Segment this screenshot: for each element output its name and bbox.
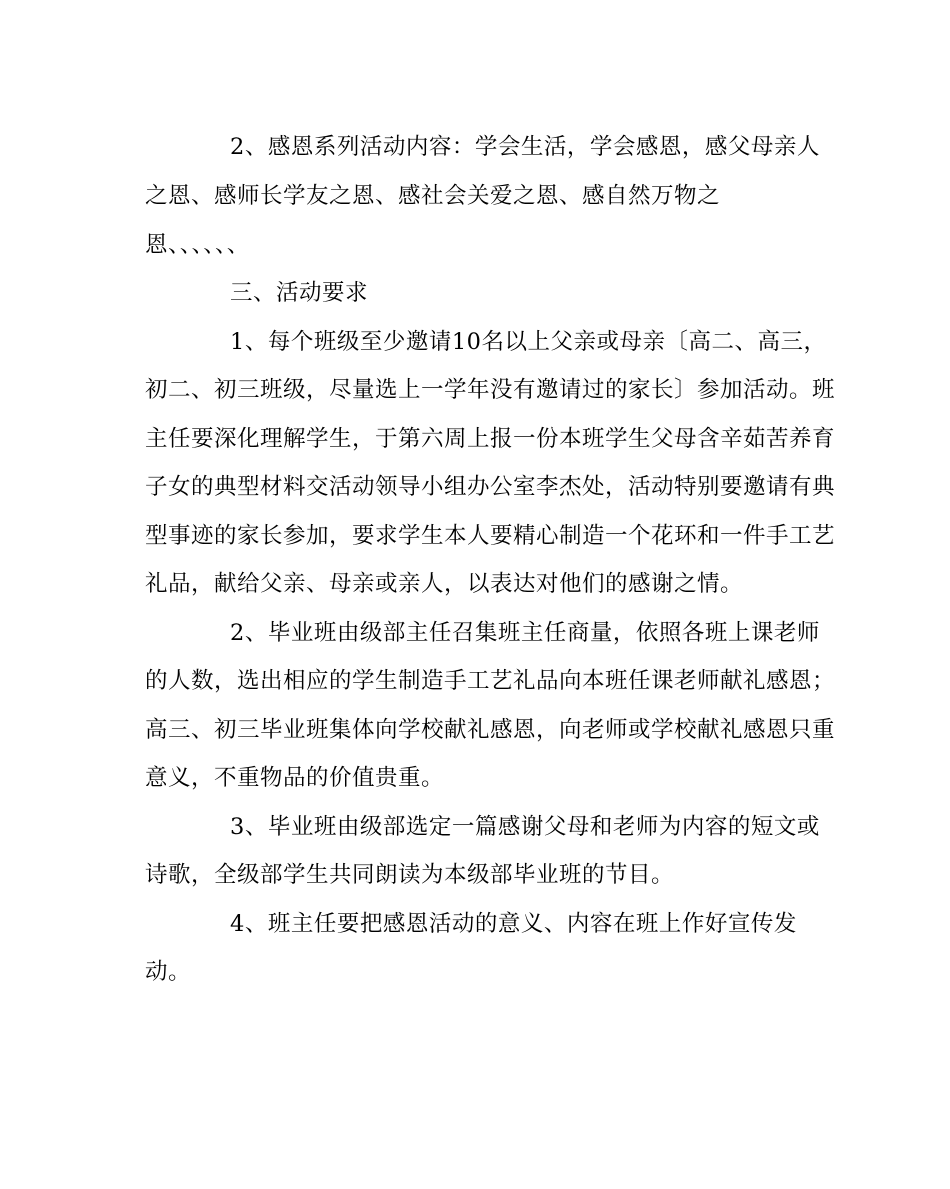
section-heading: 三、活动要求 <box>230 280 369 306</box>
paragraph-line: 初二、初三班级，尽量选上一学年没有邀请过的家长〕参加活动。班 <box>145 377 836 403</box>
paragraph-line: 型事迹的家长参加，要求学生本人要精心制造一个花环和一件手工艺 <box>145 523 836 549</box>
paragraph-line: 2、感恩系列活动内容：学会生活，学会感恩，感父母亲人 <box>230 134 820 160</box>
paragraph-line: 4、班主任要把感恩活动的意义、内容在班上作好宣传发 <box>230 911 797 937</box>
paragraph-line: 恩、、、、、、 <box>145 232 250 258</box>
paragraph-line: 1、每个班级至少邀请10名以上父亲或母亲〔高二、高三， <box>230 329 827 355</box>
paragraph-line: 诗歌，全级部学生共同朗读为本级部毕业班的节目。 <box>145 862 675 888</box>
paragraph-line: 动。 <box>145 959 192 985</box>
paragraph-line: 高三、初三毕业班集体向学校献礼感恩，向老师或学校献礼感恩只重 <box>145 717 836 743</box>
paragraph-line: 3、毕业班由级部选定一篇感谢父母和老师为内容的短文或 <box>230 814 820 840</box>
paragraph-line: 意义，不重物品的价值贵重。 <box>145 765 445 791</box>
paragraph-line: 的人数，选出相应的学生制造手工艺礼品向本班任课老师献礼感恩； <box>145 668 836 694</box>
paragraph-line: 主任要深化理解学生，于第六周上报一份本班学生父母含辛茹苦养育 <box>145 426 836 452</box>
paragraph-line: 之恩、感师长学友之恩、感社会关爱之恩、感自然万物之 <box>145 183 721 209</box>
paragraph-line: 2、毕业班由级部主任召集班主任商量，依照各班上课老师 <box>230 620 820 646</box>
paragraph-line: 子女的典型材料交活动领导小组办公室李杰处，活动特别要邀请有典 <box>145 474 836 500</box>
paragraph-line: 礼品，献给父亲、母亲或亲人，以表达对他们的感谢之情。 <box>145 571 744 597</box>
